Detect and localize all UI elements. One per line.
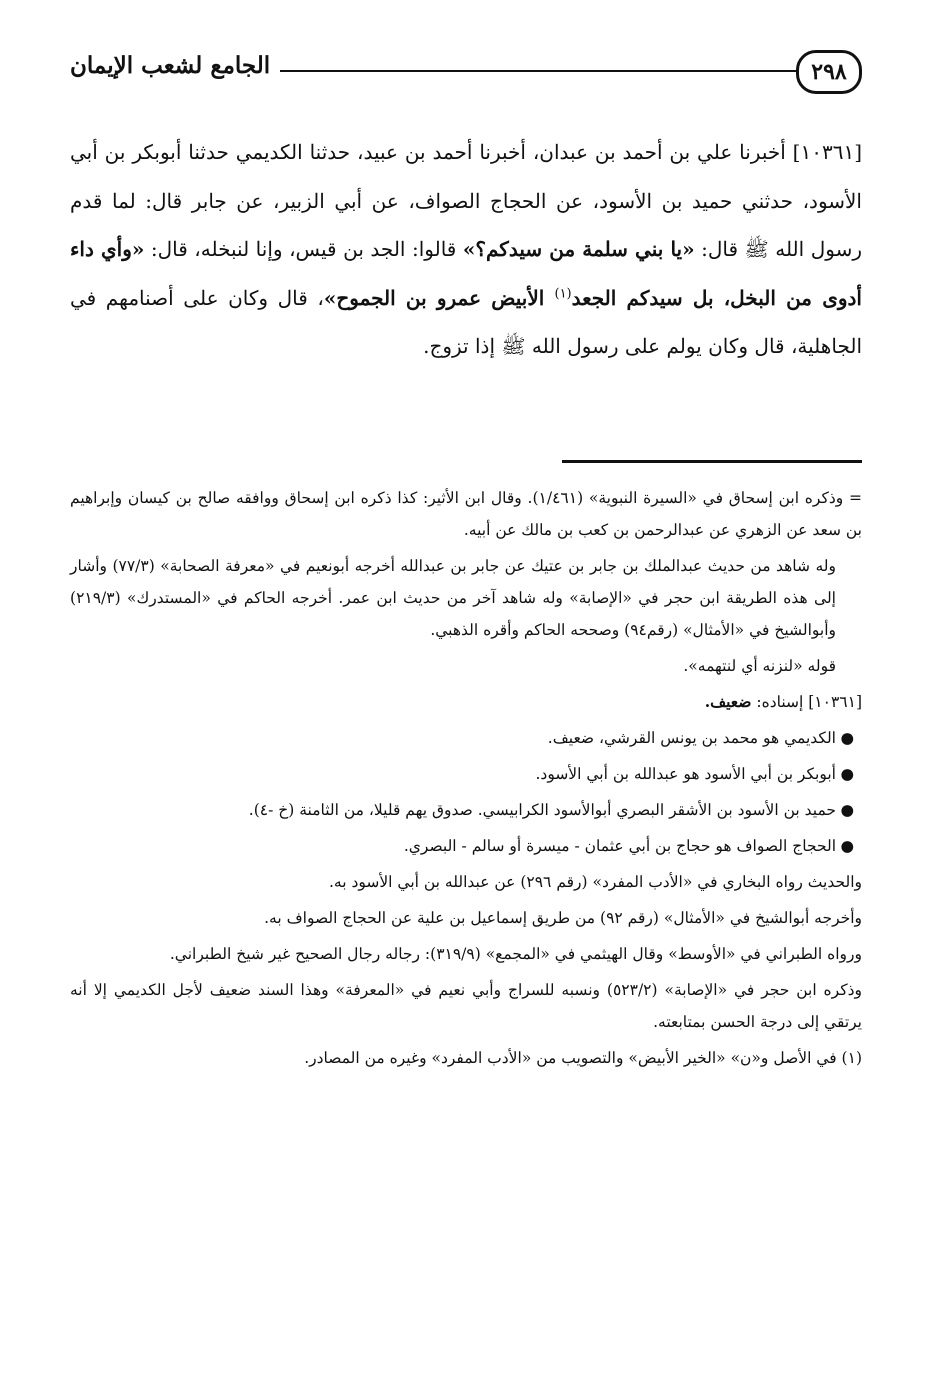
hadith-text: [70, 128, 862, 371]
page-number: ٢٩٨: [796, 50, 862, 94]
footnote-line: وله شاهد من حديث عبدالملك بن جابر بن عتيك عن جابر بن عبدالله أخرجه أبونعيم في «معرفة الصحابة» (٧٧/٣) وأشار إلى هذه الطريقة ابن حجر في «الإصابة» وله شاهد آخر من حديث ابن عمر. أخرجه الحاكم في «المستدرك» (٢١٩/٣) وأبوالشيخ في «الأمثال» (رقم٩٤) وصححه الحاكم وأقره الذهبي.: [70, 557, 836, 639]
footnote-note: (١) في الأصل و«ن» «الخير الأبيض» والتصويب من «الأدب المفرد» وغيره من المصادر.: [304, 1049, 862, 1067]
bullet-icon: ●: [840, 729, 854, 747]
hadith-ref-number: [١٠٣٦١]: [792, 140, 862, 164]
hadith-text-part-3: ، قال وكان على أصنامهم في الجاهلية، قال وكان يولم على رسول الله ﷺ إذا تزوج.: [70, 285, 862, 358]
hadith-bold-3: الأبيض عمرو بن الجموح»: [323, 285, 555, 310]
footnote-line: وأخرجه أبوالشيخ في «الأمثال» (رقم ٩٢) من طريق إسماعيل بن علية عن الحجاج الصواف به.: [264, 909, 862, 927]
footnote-line: وذكره ابن حجر في «الإصابة» (٥٢٣/٢) ونسبه للسراج وأبي نعيم في «المعرفة» وهذا السند ضعيف لأجل الكديمي إلا أنه يرتقي إلى درجة الحسن بمتابعته.: [70, 981, 862, 1031]
hadith-text-part-1: أخبرنا علي بن أحمد بن عبدان، أخبرنا أحمد بن عبيد، حدثنا الكديمي حدثنا أبوبكر بن أبي الأسود، حدثني حميد بن الأسود، عن الحجاج الصواف، عن أبي الزبير، عن جابر قال: لما قدم رسول الله ﷺ قال:: [70, 140, 862, 261]
narrator-bullet: [70, 794, 862, 826]
narrator-bullet: [70, 722, 862, 754]
hadith-bold-1: «يا بني سلمة من سيدكم؟»: [462, 237, 695, 261]
bullet-icon: ●: [840, 765, 854, 783]
narrator-bullet-text: الكديمي هو محمد بن يونس القرشي، ضعيف.: [547, 729, 836, 747]
footnote-marker: (١): [554, 285, 572, 301]
bullet-icon: ●: [840, 801, 854, 819]
narrator-bullet: [70, 758, 862, 790]
narrator-bullet-text: حميد بن الأسود بن الأشقر البصري أبوالأسود الكرابيسي. صدوق يهم قليلا، من الثامنة (خ -٤).: [248, 801, 836, 819]
footnote-line: = وذكره ابن إسحاق في «السيرة النبوية» (١/٤٦١). وقال ابن الأثير: كذا ذكره ابن إسحاق ووافقه صالح بن كيسان وإبراهيم بن سعد عن الزهري عن عبدالرحمن بن كعب بن مالك عن أبيه.: [70, 489, 863, 539]
footnote-separator: [562, 460, 862, 463]
footnote-line: ورواه الطبراني في «الأوسط» وقال الهيثمي في «المجمع» (٣١٩/٩): رجاله رجال الصحيح غير شيخ الطبراني.: [169, 945, 862, 963]
page-header: [70, 40, 862, 110]
isnad-ref: [١٠٣٦١] إسناده:: [751, 693, 862, 711]
narrator-bullet: [70, 830, 862, 862]
narrator-bullet-text: الحجاج الصواف هو حجاج بن أبي عثمان - ميسرة أو سالم - البصري.: [403, 837, 836, 855]
bullet-icon: ●: [840, 837, 854, 855]
hadith-bold-2: «وأي داء أدوى من البخل، بل سيدكم الجعد: [70, 237, 862, 310]
isnad-grade: ضعيف.: [704, 692, 752, 711]
header-rule: [280, 70, 796, 72]
hadith-text-part-2: قالوا: الجد بن قيس، وإنا لنبخله، قال:: [144, 237, 463, 261]
isnad-line: [70, 686, 862, 718]
footnotes: [70, 482, 862, 1078]
footnote-line: قوله «لنزنه أي لنتهمه».: [683, 657, 836, 675]
book-title: الجامع لشعب الإيمان: [70, 52, 271, 79]
footnote-line: والحديث رواه البخاري في «الأدب المفرد» (رقم ٢٩٦) عن عبدالله بن أبي الأسود به.: [328, 873, 862, 891]
narrator-bullet-text: أبوبكر بن أبي الأسود هو عبدالله بن أبي الأسود.: [535, 765, 836, 783]
